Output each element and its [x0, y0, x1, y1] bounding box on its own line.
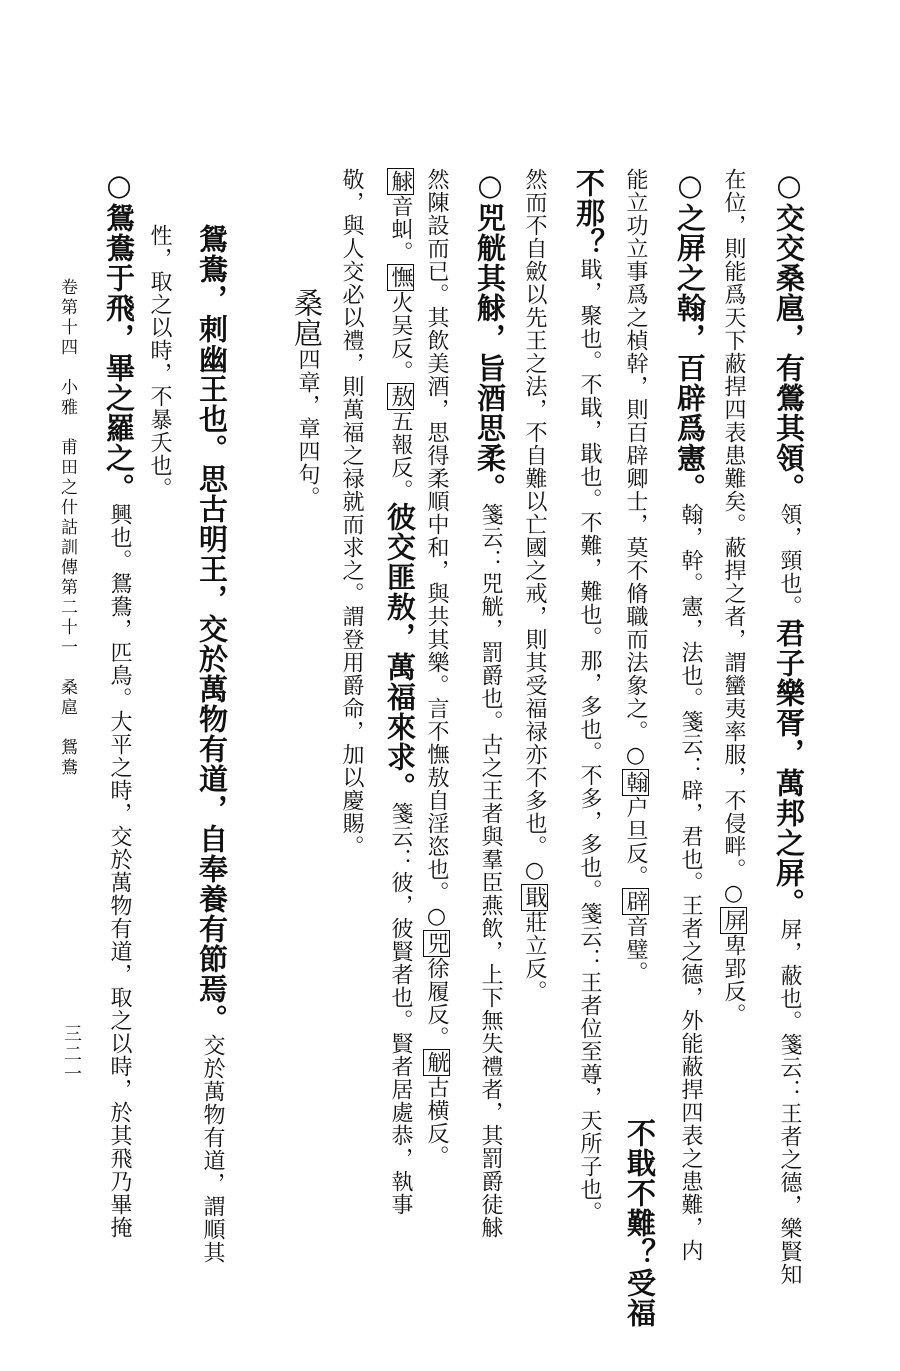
- classic-text: 不戢不難？受福: [623, 1118, 657, 1328]
- commentary-text: 莊立反。: [522, 911, 547, 1003]
- text-column: [523, 168, 545, 1003]
- classic-text: 不那？: [572, 168, 606, 258]
- text-column: [623, 1118, 657, 1328]
- commentary-text: 交於萬物有道，謂順其: [200, 1034, 225, 1264]
- text-column: [772, 168, 806, 1286]
- commentary-text: 户旦反。: [623, 796, 648, 888]
- commentary-text: 古横反。: [424, 1076, 449, 1168]
- commentary-text: 徐履反。: [424, 957, 449, 1049]
- commentary-text: 戢，聚也。不戢，戢也。不難，難也。那，多也。不多，多也。箋云：王者位至尊，天所子也。: [577, 258, 602, 1224]
- text-column: [722, 168, 744, 1026]
- commentary-text: 性，取之以時，不暴夭也。: [147, 224, 172, 500]
- text-column: [473, 168, 507, 1239]
- text-column: [425, 168, 447, 1168]
- phonetic-gloss-char: 敖: [388, 385, 413, 408]
- chapter-summary-title: 桑扈: [290, 288, 324, 348]
- classic-text: ○鴛鴦于飛，畢之羅之。: [102, 168, 136, 503]
- phonetic-gloss-char: 屏: [721, 909, 746, 932]
- commentary-text: 音璧。: [623, 915, 648, 984]
- page-number: 三二一: [61, 1024, 82, 1084]
- commentary-text: 箋云：兕觥，罰爵也。古之王者與羣臣燕飲，上下無失禮者，其罰爵徒觩: [478, 503, 503, 1239]
- chapter-summary: [290, 288, 324, 509]
- text-column: [673, 168, 707, 1262]
- text-column: [195, 224, 229, 1264]
- phonetic-gloss-char: 辟: [623, 890, 648, 913]
- commentary-text: 翰，幹。憲，法也。箋云：辟，君也。王者之德，外能蔽捍四表之患難，内: [678, 503, 703, 1262]
- classic-text: ○之屏之翰，百辟爲憲。: [673, 168, 707, 503]
- phonetic-gloss-char: 觩: [388, 170, 413, 193]
- commentary-text: 興也。鴛鴦，匹鳥。大平之時，交於萬物有道，取之以時，於其飛乃畢掩: [107, 503, 132, 1239]
- text-column: [624, 168, 646, 984]
- text-column: [340, 168, 362, 858]
- commentary-text: 領，頸也。: [777, 503, 802, 618]
- commentary-text: 能立功立事爲之楨幹，則百辟卿士，莫不脩職而法象之。○: [623, 168, 648, 769]
- text-column: [383, 168, 417, 1216]
- commentary-text: 箋云：彼，彼賢者也。賢者居處恭，執事: [388, 802, 413, 1216]
- phonetic-gloss-char: 觥: [424, 1051, 449, 1074]
- text-column: [148, 224, 170, 500]
- text-column: [572, 168, 606, 1224]
- classic-text: 鴛鴦，刺幽王也。思古明王，交於萬物有道，自奉養有節焉。: [195, 224, 229, 1034]
- phonetic-gloss-char: 戢: [522, 886, 547, 909]
- commentary-text: 五報反。: [388, 410, 413, 502]
- commentary-text: 屏，蔽也。箋云：王者之德，樂賢知: [777, 918, 802, 1286]
- phonetic-gloss-char: 憮: [388, 266, 413, 289]
- phonetic-gloss-char: 兕: [424, 932, 449, 955]
- commentary-text: 然而不自斂以先王之法，不自難以亡國之戒，則其受福禄亦不多也。○: [522, 168, 547, 884]
- phonetic-gloss-char: 翰: [623, 771, 648, 794]
- commentary-text: 火吴反。: [388, 291, 413, 383]
- text-column: [102, 168, 136, 1239]
- commentary-text: 在位，則能爲天下蔽捍四表患難矣。蔽捍之者，謂蠻夷率服，不侵畔。○: [721, 168, 746, 907]
- running-header: 卷第十四 小雅 甫田之什詁訓傳第二十一 桑扈 鴛鴦: [57, 278, 77, 778]
- chapter-summary-count: 四章，章四句。: [295, 348, 320, 509]
- classic-text: 彼交匪敖，萬福來求。: [383, 502, 417, 802]
- commentary-text: 然陳設而已。其飲美酒，思得柔順中和，與共其樂。言不憮敖自淫恣也。○: [424, 168, 449, 930]
- classic-text: 君子樂胥，萬邦之屏。: [772, 618, 806, 918]
- commentary-text: 卑郢反。: [721, 934, 746, 1026]
- classic-text: ○兕觥其觩，旨酒思柔。: [473, 168, 507, 503]
- commentary-text: 敬，與人交必以禮，則萬福之禄就而求之。謂登用爵命，加以慶賜。: [339, 168, 364, 858]
- commentary-text: 音虯。: [388, 195, 413, 264]
- classic-text: ○交交桑扈，有鶯其領。: [772, 168, 806, 503]
